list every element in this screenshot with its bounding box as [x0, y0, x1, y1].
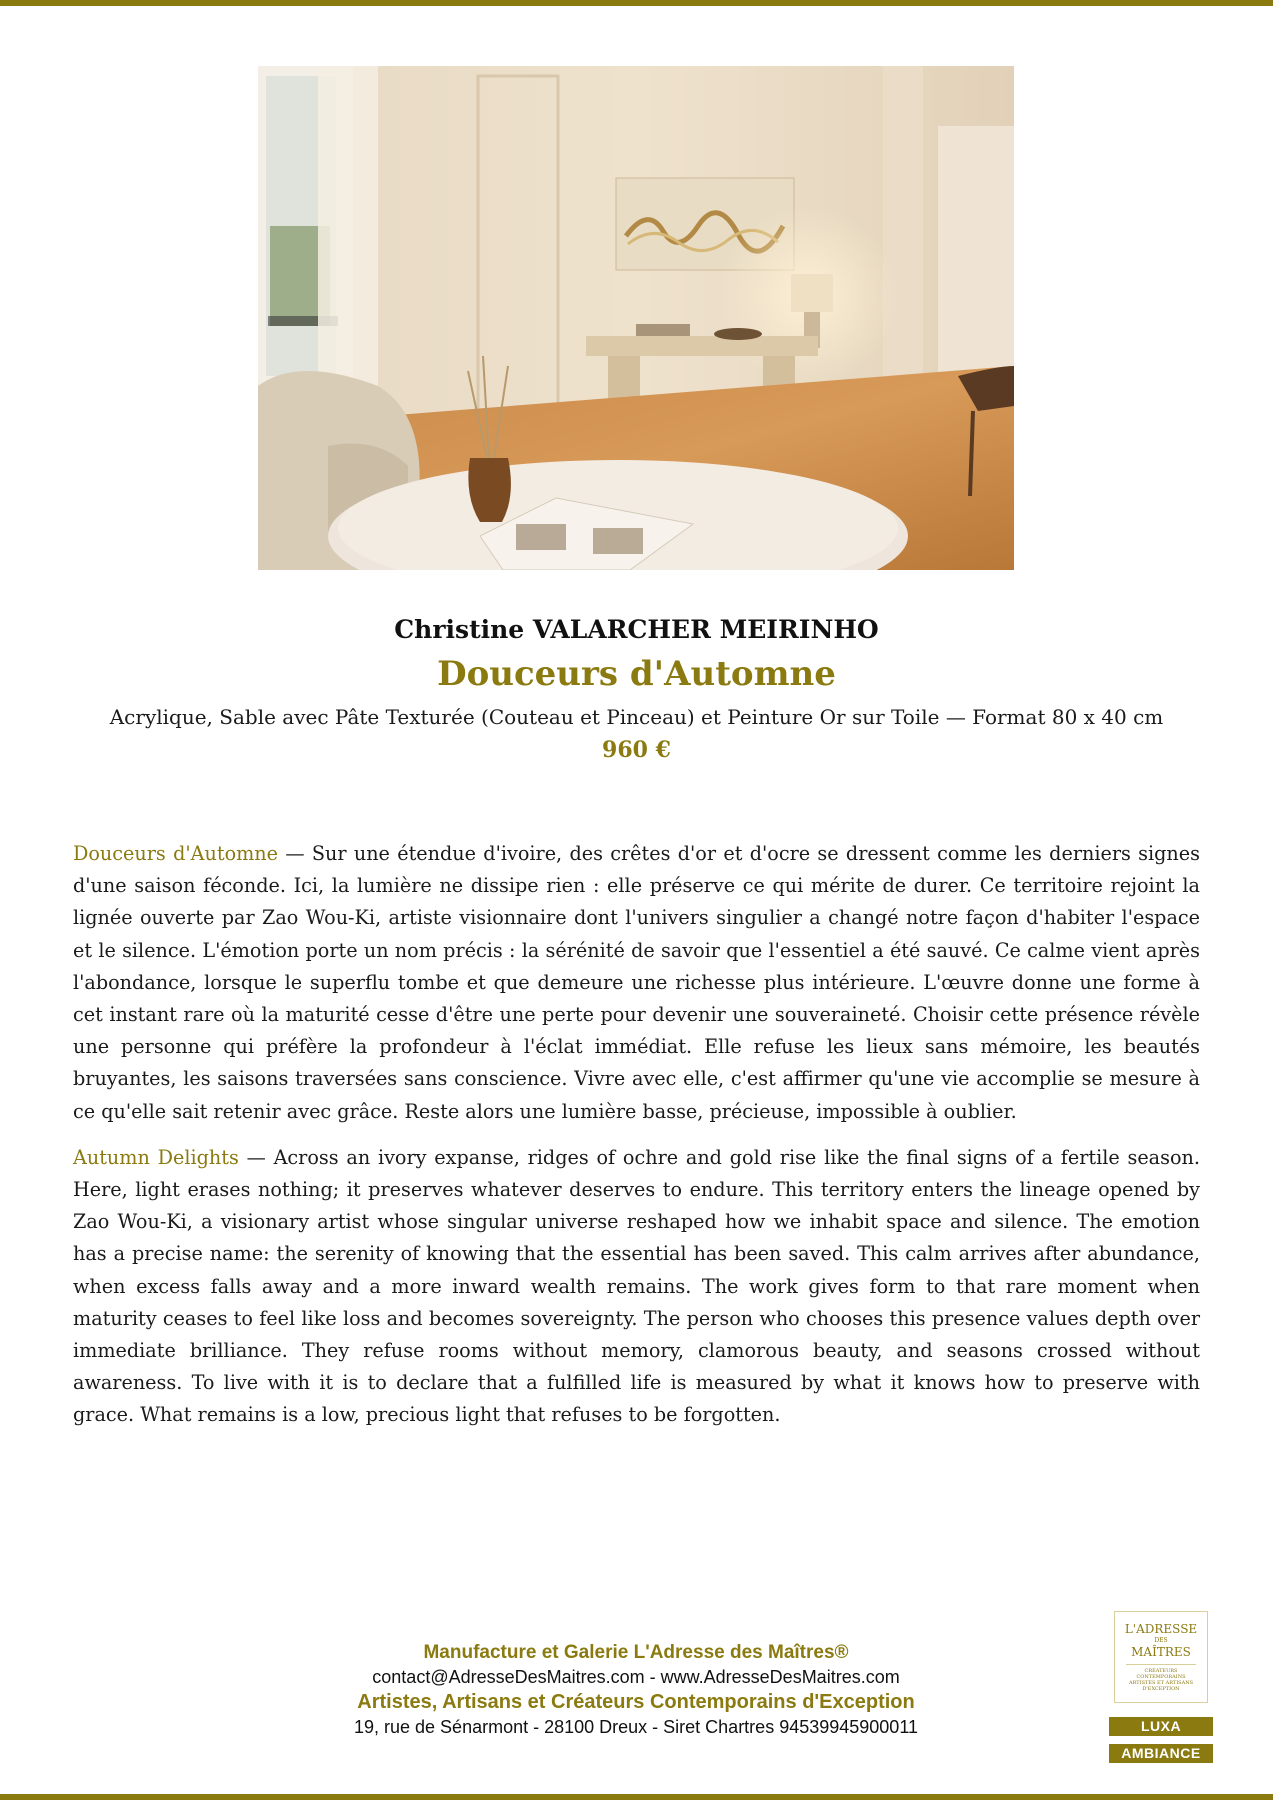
- artwork-header: [0, 612, 1273, 766]
- artwork-price: 960 €: [602, 737, 671, 763]
- logo-line-4: CRÉATEURS CONTEMPORAINS ARTISTES ET ARTISANS D'EXCEPTION: [1128, 1668, 1194, 1692]
- description-fr-lead: Douceurs d'Automne: [73, 842, 279, 865]
- description-fr: [73, 838, 1200, 1128]
- top-border: [0, 0, 1273, 6]
- logo-line-1: L'ADRESSE: [1124, 1622, 1198, 1636]
- description-en: [73, 1142, 1200, 1432]
- logo-line-3: MAÎTRES: [1131, 1645, 1191, 1659]
- artwork-title: Douceurs d'Automne: [437, 654, 836, 694]
- artwork-medium: Acrylique, Sable avec Pâte Texturée (Couteau et Pinceau) et Peinture Or sur Toile — Format 80 x 40 cm: [109, 705, 1164, 729]
- description-fr-text: — Sur une étendue d'ivoire, des crêtes d'or et d'ocre se dressent comme les derniers signes d'une saison féconde. Ici, la lumière ne dissipe rien : elle préserve ce qui mérite de durer. Ce territoire rejoint la lignée ouverte par Zao Wou-Ki, artiste visionnaire dont l'univers singulier a changé notre façon d'habiter l'espace et le silence. L'émotion porte un nom précis : la sérénité de savoir que l'essentiel a été sauvé. Ce calme vient après l'abondance, lorsque le superflu tombe et que demeure une richesse plus intérieure. L'œuvre donne une forme à cet instant rare où la maturité cesse d'être une perte pour devenir une souveraineté. Choisir cette présence révèle une personne qui préfère la profondeur à l'éclat immédiat. Elle refuse les lieux sans mémoire, les beautés bruyantes, les saisons traversées sans conscience. Vivre avec elle, c'est affirmer qu'une vie accomplie se mesure à ce qu'elle sait retenir avec grâce. Reste alors une lumière basse, précieuse, impossible à oublier.: [73, 842, 1200, 1123]
- footer-contact: contact@AdresseDesMaitres.com - www.AdresseDesMaitres.com: [372, 1667, 900, 1687]
- footer: [300, 1640, 972, 1740]
- footer-address: 19, rue de Sénarmont - 28100 Dreux - Siret Chartres 94539945900011: [353, 1717, 919, 1737]
- description-block: [73, 838, 1200, 1446]
- artist-name: Christine VALARCHER MEIRINHO: [394, 615, 879, 644]
- description-en-text: — Across an ivory expanse, ridges of ochre and gold rise like the final signs of a fertile season. Here, light erases nothing; it preserves whatever deserves to endure. This territory enters the lineage opened by Zao Wou-Ki, a visionary artist whose singular universe reshaped how we inhabit space and silence. The emotion has a precise name: the serenity of knowing that the essential has been saved. This calm arrives after abundance, when excess falls away and a more inward wealth remains. The work gives form to that rare moment when maturity ceases to feel like loss and becomes sovereignty. The person who chooses this presence values depth over immediate brilliance. They refuse rooms without memory, clamorous beauty, and seasons crossed without awareness. To live with it is to declare that a fulfilled life is measured by what it knows how to preserve with grace. What remains is a low, precious light that refuses to be forgotten.: [73, 1145, 1200, 1427]
- artwork-room-photo: [258, 66, 1014, 570]
- logo-divider: [1126, 1664, 1196, 1665]
- footer-gallery-name: Manufacture et Galerie L'Adresse des Maîtres®: [423, 1642, 849, 1663]
- room-scene-illustration: [258, 66, 1014, 570]
- badge-luxa: LUXA: [1109, 1717, 1213, 1736]
- badge-ambiance: AMBIANCE: [1109, 1744, 1213, 1763]
- description-en-lead: Autumn Delights: [73, 1145, 239, 1169]
- gallery-logo: [1114, 1611, 1208, 1703]
- logo-line-2: DES: [1154, 1637, 1168, 1644]
- bottom-border: [0, 1794, 1273, 1800]
- footer-tagline: Artistes, Artisans et Créateurs Contemporains d'Exception: [357, 1691, 915, 1713]
